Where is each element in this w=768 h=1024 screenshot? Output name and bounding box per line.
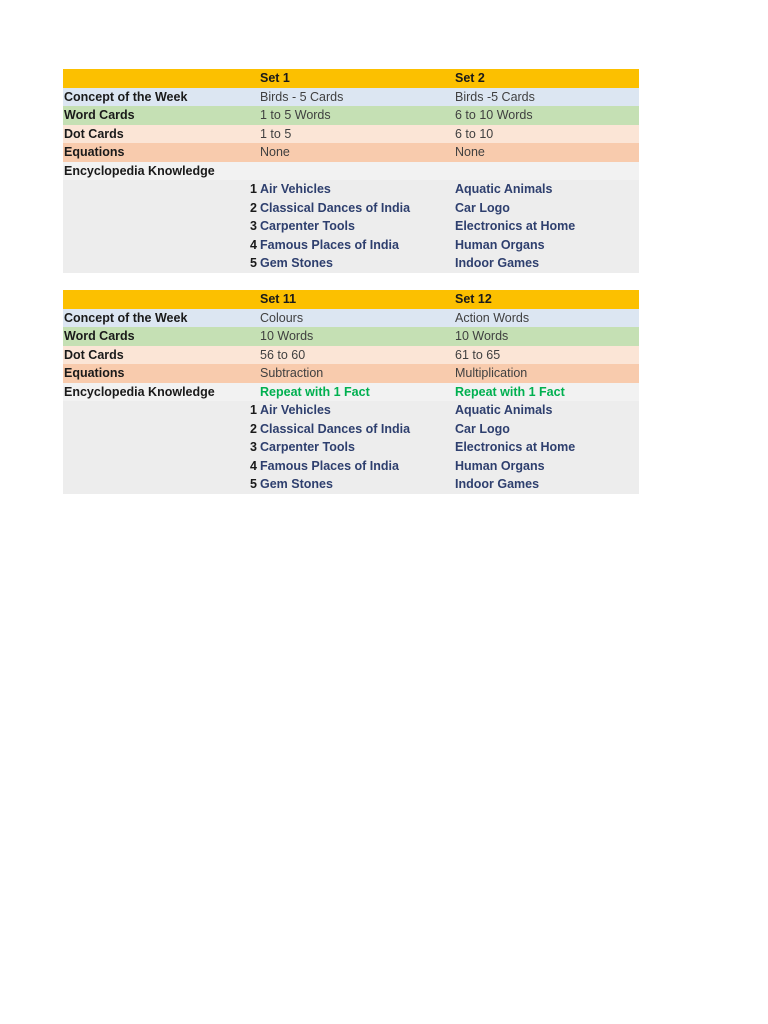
set-b-value: Action Words xyxy=(455,310,530,325)
topic-number: 5 xyxy=(250,256,257,270)
set-a-value: 1 to 5 xyxy=(260,126,292,141)
set-b-topic: Electronics at Home xyxy=(455,440,576,454)
set-b-value: 10 Words xyxy=(455,329,509,343)
topic-row xyxy=(63,199,639,218)
header-label-cell xyxy=(63,69,246,88)
concept-row xyxy=(63,88,639,107)
dot-cards-row xyxy=(63,125,639,144)
set-a-topic: Air Vehicles xyxy=(260,403,331,417)
word-cards-row xyxy=(63,327,639,346)
row-label: Concept of the Week xyxy=(64,89,188,104)
concept-row xyxy=(63,309,639,328)
row-label: Dot Cards xyxy=(64,126,124,141)
set-a-topic: Carpenter Tools xyxy=(260,219,355,233)
set-a-topic: Gem Stones xyxy=(260,256,333,270)
encyclopedia-row xyxy=(63,162,639,181)
set-a-value: None xyxy=(260,145,290,159)
set-a-topic: Famous Places of India xyxy=(260,237,399,252)
set-a-value: Subtraction xyxy=(260,366,324,380)
topic-number: 1 xyxy=(250,403,257,417)
row-label: Word Cards xyxy=(64,329,135,343)
set-b-value: 6 to 10 xyxy=(455,126,494,141)
topic-row xyxy=(63,254,639,273)
set-a-topic: Air Vehicles xyxy=(260,182,331,196)
header-label-cell xyxy=(63,290,246,309)
topic-row xyxy=(63,475,639,494)
set-a-topic: Classical Dances of India xyxy=(260,200,411,215)
set-b-topic: Human Organs xyxy=(455,458,545,473)
set-b-topic: Aquatic Animals xyxy=(455,182,553,196)
set-a-header: Set 11 xyxy=(260,292,297,306)
topic-number: 4 xyxy=(250,458,257,473)
row-label: Encyclopedia Knowledge xyxy=(64,384,215,399)
topic-number: 1 xyxy=(250,182,257,196)
topic-row xyxy=(63,401,639,420)
topic-row xyxy=(63,438,639,457)
set-a-topic: Classical Dances of India xyxy=(260,421,411,436)
set-b-value xyxy=(454,162,639,181)
set-b-value: None xyxy=(455,145,485,159)
set-b-value: Repeat with 1 Fact xyxy=(455,384,565,399)
encyclopedia-row xyxy=(63,383,639,402)
topic-row xyxy=(63,236,639,255)
topic-row xyxy=(63,217,639,236)
set-b-value: Birds -5 Cards xyxy=(455,89,535,104)
row-label: Equations xyxy=(64,366,125,380)
topic-number: 3 xyxy=(250,440,257,454)
row-label: Equations xyxy=(64,145,125,159)
schedule-table-1 xyxy=(63,69,639,273)
set-b-topic: Human Organs xyxy=(455,237,545,252)
row-label: Encyclopedia Knowledge xyxy=(64,163,215,178)
set-b-topic: Aquatic Animals xyxy=(455,403,553,417)
set-b-topic: Car Logo xyxy=(455,200,510,215)
set-b-value: 61 to 65 xyxy=(455,347,501,362)
topic-number: 2 xyxy=(250,200,257,215)
set-b-topic: Indoor Games xyxy=(455,477,540,491)
topic-row xyxy=(63,457,639,476)
schedule-table-2 xyxy=(63,290,639,494)
topic-number: 2 xyxy=(250,421,257,436)
equations-row xyxy=(63,143,639,162)
set-a-value: Colours xyxy=(260,310,304,325)
row-label: Dot Cards xyxy=(64,347,124,362)
topic-row xyxy=(63,180,639,199)
set-a-value: Birds - 5 Cards xyxy=(260,89,344,104)
set-b-header: Set 2 xyxy=(455,71,485,85)
topic-number: 5 xyxy=(250,477,257,491)
topic-row xyxy=(63,420,639,439)
set-a-value xyxy=(257,162,454,181)
set-b-topic: Car Logo xyxy=(455,421,510,436)
set-a-topic: Gem Stones xyxy=(260,477,333,491)
dot-cards-row xyxy=(63,346,639,365)
set-b-value: Multiplication xyxy=(455,366,528,380)
set-b-header: Set 12 xyxy=(455,292,492,306)
row-label: Concept of the Week xyxy=(64,310,188,325)
set-b-topic: Electronics at Home xyxy=(455,219,576,233)
header-row xyxy=(63,290,639,309)
row-label: Word Cards xyxy=(64,108,135,122)
set-a-value: 56 to 60 xyxy=(260,347,306,362)
set-a-topic: Famous Places of India xyxy=(260,458,399,473)
topic-number: 4 xyxy=(250,237,257,252)
set-a-value: 10 Words xyxy=(260,329,314,343)
set-b-topic: Indoor Games xyxy=(455,256,540,270)
word-cards-row xyxy=(63,106,639,125)
equations-row xyxy=(63,364,639,383)
set-a-value: Repeat with 1 Fact xyxy=(260,384,370,399)
set-a-topic: Carpenter Tools xyxy=(260,440,355,454)
set-a-header: Set 1 xyxy=(260,71,290,85)
set-b-value: 6 to 10 Words xyxy=(455,108,533,122)
set-a-value: 1 to 5 Words xyxy=(260,108,331,122)
header-row xyxy=(63,69,639,88)
topic-number: 3 xyxy=(250,219,257,233)
